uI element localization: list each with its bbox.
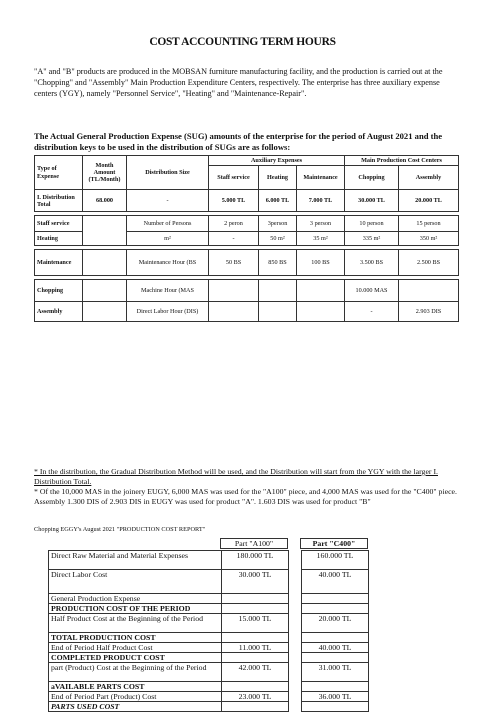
col-a100-header: Part "A100" <box>221 539 288 549</box>
row-label: Assembly <box>35 302 83 322</box>
cost-row <box>49 570 369 594</box>
cost-value-c400: 36.000 TL <box>302 692 369 702</box>
cost-value-a100: 23.000 TL <box>222 692 289 702</box>
note-distribution-method: * In the distribution, the Gradual Distribution Method will be used, and the Distribution will start from the YGY with the larger I. Distribution Total. <box>34 467 438 486</box>
report-caption: Chopping EGGY's August 2021 "PRODUCTION COST REPORT" <box>34 526 206 533</box>
cost-row <box>49 604 369 614</box>
cost-value-a100 <box>222 594 289 604</box>
header-amount: Month Amount (TL/Month) <box>83 156 127 190</box>
cell-chopping: - <box>345 302 399 322</box>
expense-distribution-table <box>34 155 459 322</box>
cell-dist: Maintenance Hour (BS <box>127 250 209 276</box>
cell-maintenance: 7.000 TL <box>297 190 345 212</box>
page-title: COST ACCOUNTING TERM HOURS <box>149 36 336 48</box>
cost-row-label: part (Product) Cost at the Beginning of the Period <box>49 663 222 682</box>
cell-heating <box>259 280 297 302</box>
cell-heating <box>259 302 297 322</box>
cell-maintenance <box>297 302 345 322</box>
cost-value-c400: 40.000 TL <box>302 643 369 653</box>
cost-row-label: Half Product Cost at the Beginning of the Period <box>49 614 222 633</box>
row-label: Heating <box>35 232 83 246</box>
header-heating: Heating <box>259 166 297 190</box>
cell-amount: 68.000 <box>83 190 127 212</box>
cell-dist: - <box>127 190 209 212</box>
cost-row <box>49 551 369 570</box>
cell-staff: 5.000 TL <box>209 190 259 212</box>
cell-assembly: 350 m² <box>399 232 459 246</box>
intro-paragraph: "A" and "B" products are produced in the MOBSAN furniture manufacturing facility, and the production is carried out at the "Chopping" and "Assembly" Main Production Expenditure Centers, respectively. The enterprise has three auxiliary expense centers (YGY), namely "Personnel Service", "Heating" and "Maintenance-Repair". <box>34 67 443 98</box>
cost-row <box>49 692 369 702</box>
cost-value-a100: 11.000 TL <box>222 643 289 653</box>
cost-row-label: PRODUCTION COST OF THE PERIOD <box>49 604 222 614</box>
cost-value-a100 <box>222 604 289 614</box>
cost-row <box>49 643 369 653</box>
cell-dist: Number of Persons <box>127 216 209 232</box>
cost-value-a100 <box>222 682 289 692</box>
cost-row-label: COMPLETED PRODUCT COST <box>49 653 222 663</box>
cell-staff: - <box>209 232 259 246</box>
cost-row <box>49 682 369 692</box>
header-distribution-size: Distribution Size <box>127 156 209 190</box>
cost-value-a100: 30.000 TL <box>222 570 289 594</box>
cost-value-c400 <box>302 633 369 643</box>
cost-value-c400 <box>302 594 369 604</box>
cost-value-c400 <box>302 604 369 614</box>
cell-assembly: 20.000 TL <box>399 190 459 212</box>
table-heading: The Actual General Production Expense (SUG) amounts of the enterprise for the period of August 2021 and the distribution keys to be used in the distribution of SUGs are as follows: <box>34 131 443 152</box>
cell-assembly: 15 person <box>399 216 459 232</box>
cost-row <box>49 702 369 712</box>
cost-value-c400: 20.000 TL <box>302 614 369 633</box>
cell-heating: 850 BS <box>259 250 297 276</box>
cost-value-a100 <box>222 702 289 712</box>
header-staff: Staff service <box>209 166 259 190</box>
cost-value-a100: 180.000 TL <box>222 551 289 570</box>
cost-row-label: End of Period Half Product Cost <box>49 643 222 653</box>
cost-value-a100 <box>222 653 289 663</box>
cost-row-label: aVAILABLE PARTS COST <box>49 682 222 692</box>
cell-maintenance: 100 BS <box>297 250 345 276</box>
cell-amount <box>83 302 127 322</box>
cost-value-c400: 40.000 TL <box>302 570 369 594</box>
cost-row-label: PARTS USED COST <box>49 702 222 712</box>
cost-row-label: TOTAL PRODUCTION COST <box>49 633 222 643</box>
cell-amount <box>83 250 127 276</box>
cell-maintenance: 35 m² <box>297 232 345 246</box>
cell-amount <box>83 216 127 246</box>
cost-row <box>49 594 369 604</box>
cost-row <box>49 663 369 682</box>
cost-value-c400: 31.000 TL <box>302 663 369 682</box>
cell-dist: Direct Labor Hour (DIS) <box>127 302 209 322</box>
cost-row-label: Direct Raw Material and Material Expenses <box>49 551 222 570</box>
row-label: Maintenance <box>35 250 83 276</box>
row-label: Chopping <box>35 280 83 302</box>
cell-assembly: 2.500 BS <box>399 250 459 276</box>
cost-value-c400 <box>302 682 369 692</box>
cell-assembly: 2.903 DIS <box>399 302 459 322</box>
cell-heating: 50 m² <box>259 232 297 246</box>
notes <box>34 467 458 507</box>
cell-staff: 50 BS <box>209 250 259 276</box>
cost-value-c400: 160.000 TL <box>302 551 369 570</box>
header-chopping: Chopping <box>345 166 399 190</box>
cell-chopping: 335 m² <box>345 232 399 246</box>
cost-row <box>49 633 369 643</box>
row-label: I. Distribution Total <box>35 190 83 212</box>
cost-row <box>49 614 369 633</box>
cell-dist: m² <box>127 232 209 246</box>
cell-chopping: 10 person <box>345 216 399 232</box>
header-main-production: Main Production Cost Centers <box>345 156 459 166</box>
cell-dist: Machine Hour (MAS <box>127 280 209 302</box>
header-assembly: Assembly <box>399 166 459 190</box>
cell-chopping: 3.500 BS <box>345 250 399 276</box>
cost-row-label: General Production Expense <box>49 594 222 604</box>
production-cost-rows <box>48 550 369 712</box>
cost-value-a100: 42.000 TL <box>222 663 289 682</box>
header-maintenance: Maintenance <box>297 166 345 190</box>
cell-maintenance: 3 person <box>297 216 345 232</box>
cell-chopping: 30.000 TL <box>345 190 399 212</box>
cell-heating: 6.000 TL <box>259 190 297 212</box>
cost-value-a100 <box>222 633 289 643</box>
header-auxiliary: Auxiliary Expenses <box>209 156 345 166</box>
cell-staff: 2 peron <box>209 216 259 232</box>
cost-row-label: Direct Labor Cost <box>49 570 222 594</box>
cost-row-label: End of Period Part (Product) Cost <box>49 692 222 702</box>
cell-chopping: 10.000 MAS <box>345 280 399 302</box>
cell-staff <box>209 280 259 302</box>
production-cost-report-table <box>48 538 368 549</box>
header-type: Type of Expense <box>35 156 83 190</box>
cost-value-a100: 15.000 TL <box>222 614 289 633</box>
cost-value-c400 <box>302 653 369 663</box>
cell-staff <box>209 302 259 322</box>
cell-assembly <box>399 280 459 302</box>
cell-amount <box>83 280 127 302</box>
note-usage: * Of the 10,000 MAS in the joinery EUGY, 6,000 MAS was used for the "A100" piece, and 4,000 MAS was used for the "C400" piece. Assembly 1.300 DIS of 2.903 DIS in EUGY was used for product "A". 1.603 DIS was used for product "B" <box>34 487 457 506</box>
cost-value-c400 <box>302 702 369 712</box>
cost-row <box>49 653 369 663</box>
row-label: Staff service <box>35 216 83 232</box>
cell-maintenance <box>297 280 345 302</box>
col-c400-header: Part "C400" <box>301 539 368 549</box>
cell-heating: 3person <box>259 216 297 232</box>
